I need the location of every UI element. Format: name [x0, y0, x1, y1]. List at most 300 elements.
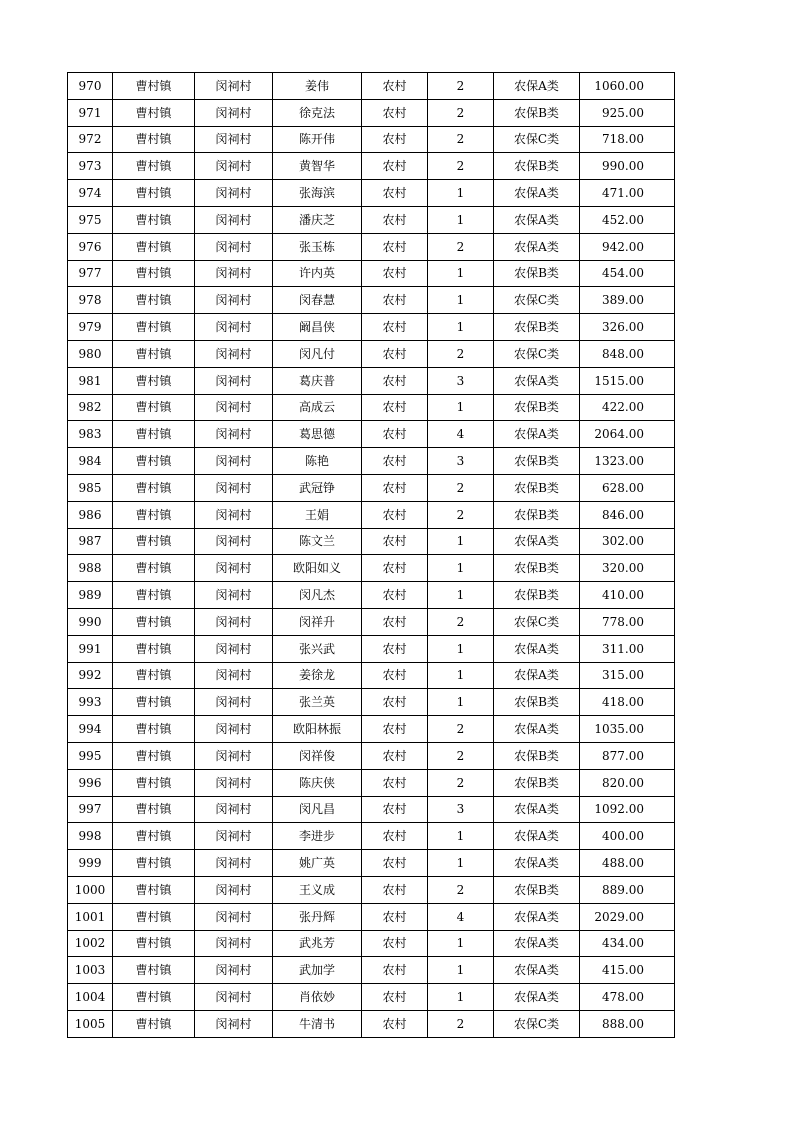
row-number-cell: 981: [68, 367, 113, 394]
village-cell: 闵祠村: [195, 1010, 273, 1037]
insurance-category-cell: 农保B类: [494, 769, 580, 796]
town-cell: 曹村镇: [113, 555, 195, 582]
household-type-cell: 农村: [362, 957, 428, 984]
row-number-cell: 975: [68, 206, 113, 233]
table-row: [68, 394, 675, 421]
row-number-cell: 974: [68, 180, 113, 207]
table-row: [68, 957, 675, 984]
person-name-cell: 张玉栋: [273, 233, 362, 260]
village-cell: 闵祠村: [195, 689, 273, 716]
amount-cell: 846.00: [580, 501, 675, 528]
row-number-cell: 971: [68, 99, 113, 126]
household-type-cell: 农村: [362, 314, 428, 341]
village-cell: 闵祠村: [195, 448, 273, 475]
household-type-cell: 农村: [362, 394, 428, 421]
household-type-cell: 农村: [362, 153, 428, 180]
member-count-cell: 1: [428, 823, 494, 850]
household-type-cell: 农村: [362, 555, 428, 582]
insurance-category-cell: 农保A类: [494, 930, 580, 957]
row-number-cell: 993: [68, 689, 113, 716]
village-cell: 闵祠村: [195, 206, 273, 233]
person-name-cell: 闵凡付: [273, 340, 362, 367]
table-row: [68, 876, 675, 903]
household-type-cell: 农村: [362, 930, 428, 957]
town-cell: 曹村镇: [113, 153, 195, 180]
person-name-cell: 陈开伟: [273, 126, 362, 153]
insurance-category-cell: 农保C类: [494, 1010, 580, 1037]
household-type-cell: 农村: [362, 501, 428, 528]
member-count-cell: 1: [428, 287, 494, 314]
town-cell: 曹村镇: [113, 99, 195, 126]
row-number-cell: 988: [68, 555, 113, 582]
table-row: [68, 689, 675, 716]
insurance-category-cell: 农保A类: [494, 635, 580, 662]
member-count-cell: 2: [428, 716, 494, 743]
village-cell: 闵祠村: [195, 555, 273, 582]
town-cell: 曹村镇: [113, 73, 195, 100]
insurance-category-cell: 农保B类: [494, 501, 580, 528]
town-cell: 曹村镇: [113, 930, 195, 957]
member-count-cell: 2: [428, 153, 494, 180]
village-cell: 闵祠村: [195, 742, 273, 769]
insurance-category-cell: 农保A类: [494, 206, 580, 233]
household-type-cell: 农村: [362, 340, 428, 367]
amount-cell: 302.00: [580, 528, 675, 555]
row-number-cell: 970: [68, 73, 113, 100]
member-count-cell: 1: [428, 180, 494, 207]
village-cell: 闵祠村: [195, 850, 273, 877]
village-cell: 闵祠村: [195, 582, 273, 609]
member-count-cell: 3: [428, 796, 494, 823]
data-table: [67, 72, 675, 1038]
table-row: [68, 555, 675, 582]
town-cell: 曹村镇: [113, 716, 195, 743]
person-name-cell: 武冠铮: [273, 474, 362, 501]
town-cell: 曹村镇: [113, 608, 195, 635]
amount-cell: 1092.00: [580, 796, 675, 823]
household-type-cell: 农村: [362, 73, 428, 100]
insurance-category-cell: 农保B类: [494, 582, 580, 609]
insurance-category-cell: 农保A类: [494, 796, 580, 823]
member-count-cell: 2: [428, 742, 494, 769]
town-cell: 曹村镇: [113, 180, 195, 207]
insurance-category-cell: 农保A类: [494, 180, 580, 207]
person-name-cell: 牛清书: [273, 1010, 362, 1037]
person-name-cell: 张兴武: [273, 635, 362, 662]
member-count-cell: 2: [428, 474, 494, 501]
member-count-cell: 2: [428, 126, 494, 153]
town-cell: 曹村镇: [113, 689, 195, 716]
table-row: [68, 126, 675, 153]
household-type-cell: 农村: [362, 260, 428, 287]
amount-cell: 452.00: [580, 206, 675, 233]
person-name-cell: 阚昌侠: [273, 314, 362, 341]
row-number-cell: 973: [68, 153, 113, 180]
town-cell: 曹村镇: [113, 367, 195, 394]
household-type-cell: 农村: [362, 421, 428, 448]
table-row: [68, 206, 675, 233]
household-type-cell: 农村: [362, 287, 428, 314]
town-cell: 曹村镇: [113, 126, 195, 153]
member-count-cell: 1: [428, 930, 494, 957]
person-name-cell: 李进步: [273, 823, 362, 850]
person-name-cell: 姚广英: [273, 850, 362, 877]
town-cell: 曹村镇: [113, 957, 195, 984]
household-type-cell: 农村: [362, 608, 428, 635]
table-row: [68, 796, 675, 823]
amount-cell: 778.00: [580, 608, 675, 635]
insurance-category-cell: 农保A类: [494, 850, 580, 877]
row-number-cell: 1002: [68, 930, 113, 957]
amount-cell: 990.00: [580, 153, 675, 180]
village-cell: 闵祠村: [195, 635, 273, 662]
village-cell: 闵祠村: [195, 528, 273, 555]
row-number-cell: 995: [68, 742, 113, 769]
town-cell: 曹村镇: [113, 314, 195, 341]
household-type-cell: 农村: [362, 984, 428, 1011]
household-type-cell: 农村: [362, 126, 428, 153]
member-count-cell: 4: [428, 903, 494, 930]
table-row: [68, 99, 675, 126]
row-number-cell: 979: [68, 314, 113, 341]
person-name-cell: 葛思德: [273, 421, 362, 448]
person-name-cell: 张海滨: [273, 180, 362, 207]
amount-cell: 478.00: [580, 984, 675, 1011]
village-cell: 闵祠村: [195, 662, 273, 689]
village-cell: 闵祠村: [195, 608, 273, 635]
table-row: [68, 367, 675, 394]
member-count-cell: 2: [428, 73, 494, 100]
town-cell: 曹村镇: [113, 448, 195, 475]
village-cell: 闵祠村: [195, 126, 273, 153]
village-cell: 闵祠村: [195, 421, 273, 448]
amount-cell: 311.00: [580, 635, 675, 662]
amount-cell: 2029.00: [580, 903, 675, 930]
table-row: [68, 984, 675, 1011]
insurance-category-cell: 农保C类: [494, 608, 580, 635]
village-cell: 闵祠村: [195, 153, 273, 180]
village-cell: 闵祠村: [195, 394, 273, 421]
row-number-cell: 1005: [68, 1010, 113, 1037]
household-type-cell: 农村: [362, 367, 428, 394]
person-name-cell: 张丹辉: [273, 903, 362, 930]
row-number-cell: 984: [68, 448, 113, 475]
amount-cell: 488.00: [580, 850, 675, 877]
insurance-category-cell: 农保C类: [494, 126, 580, 153]
town-cell: 曹村镇: [113, 340, 195, 367]
village-cell: 闵祠村: [195, 99, 273, 126]
household-type-cell: 农村: [362, 662, 428, 689]
row-number-cell: 985: [68, 474, 113, 501]
table-row: [68, 501, 675, 528]
town-cell: 曹村镇: [113, 823, 195, 850]
amount-cell: 1035.00: [580, 716, 675, 743]
village-cell: 闵祠村: [195, 769, 273, 796]
town-cell: 曹村镇: [113, 1010, 195, 1037]
town-cell: 曹村镇: [113, 635, 195, 662]
table-row: [68, 716, 675, 743]
household-type-cell: 农村: [362, 233, 428, 260]
table-row: [68, 662, 675, 689]
person-name-cell: 姜徐龙: [273, 662, 362, 689]
table-row: [68, 180, 675, 207]
household-type-cell: 农村: [362, 448, 428, 475]
person-name-cell: 武加学: [273, 957, 362, 984]
member-count-cell: 1: [428, 689, 494, 716]
village-cell: 闵祠村: [195, 260, 273, 287]
village-cell: 闵祠村: [195, 823, 273, 850]
town-cell: 曹村镇: [113, 474, 195, 501]
row-number-cell: 980: [68, 340, 113, 367]
village-cell: 闵祠村: [195, 180, 273, 207]
table-row: [68, 930, 675, 957]
insurance-category-cell: 农保A类: [494, 823, 580, 850]
household-type-cell: 农村: [362, 1010, 428, 1037]
amount-cell: 1060.00: [580, 73, 675, 100]
town-cell: 曹村镇: [113, 876, 195, 903]
town-cell: 曹村镇: [113, 582, 195, 609]
amount-cell: 454.00: [580, 260, 675, 287]
town-cell: 曹村镇: [113, 742, 195, 769]
table-row: [68, 582, 675, 609]
row-number-cell: 997: [68, 796, 113, 823]
household-type-cell: 农村: [362, 796, 428, 823]
insurance-category-cell: 农保B类: [494, 742, 580, 769]
household-type-cell: 农村: [362, 903, 428, 930]
row-number-cell: 987: [68, 528, 113, 555]
member-count-cell: 3: [428, 448, 494, 475]
person-name-cell: 高成云: [273, 394, 362, 421]
amount-cell: 2064.00: [580, 421, 675, 448]
amount-cell: 628.00: [580, 474, 675, 501]
town-cell: 曹村镇: [113, 662, 195, 689]
row-number-cell: 1003: [68, 957, 113, 984]
village-cell: 闵祠村: [195, 287, 273, 314]
member-count-cell: 2: [428, 769, 494, 796]
household-type-cell: 农村: [362, 582, 428, 609]
amount-cell: 315.00: [580, 662, 675, 689]
insurance-category-cell: 农保A类: [494, 984, 580, 1011]
member-count-cell: 1: [428, 957, 494, 984]
amount-cell: 415.00: [580, 957, 675, 984]
insurance-category-cell: 农保C类: [494, 340, 580, 367]
amount-cell: 1515.00: [580, 367, 675, 394]
table-row: [68, 742, 675, 769]
household-type-cell: 农村: [362, 876, 428, 903]
insurance-category-cell: 农保A类: [494, 662, 580, 689]
town-cell: 曹村镇: [113, 394, 195, 421]
member-count-cell: 2: [428, 233, 494, 260]
village-cell: 闵祠村: [195, 796, 273, 823]
member-count-cell: 4: [428, 421, 494, 448]
town-cell: 曹村镇: [113, 287, 195, 314]
member-count-cell: 1: [428, 555, 494, 582]
town-cell: 曹村镇: [113, 260, 195, 287]
amount-cell: 410.00: [580, 582, 675, 609]
amount-cell: 925.00: [580, 99, 675, 126]
household-type-cell: 农村: [362, 689, 428, 716]
person-name-cell: 潘庆芝: [273, 206, 362, 233]
household-type-cell: 农村: [362, 99, 428, 126]
table-body: [68, 73, 675, 1038]
household-type-cell: 农村: [362, 716, 428, 743]
row-number-cell: 972: [68, 126, 113, 153]
row-number-cell: 999: [68, 850, 113, 877]
member-count-cell: 1: [428, 582, 494, 609]
insurance-category-cell: 农保A类: [494, 528, 580, 555]
person-name-cell: 许内英: [273, 260, 362, 287]
household-type-cell: 农村: [362, 474, 428, 501]
row-number-cell: 986: [68, 501, 113, 528]
member-count-cell: 2: [428, 876, 494, 903]
person-name-cell: 陈文兰: [273, 528, 362, 555]
table-row: [68, 421, 675, 448]
row-number-cell: 994: [68, 716, 113, 743]
person-name-cell: 欧阳如义: [273, 555, 362, 582]
member-count-cell: 1: [428, 528, 494, 555]
member-count-cell: 1: [428, 662, 494, 689]
town-cell: 曹村镇: [113, 528, 195, 555]
row-number-cell: 996: [68, 769, 113, 796]
village-cell: 闵祠村: [195, 73, 273, 100]
village-cell: 闵祠村: [195, 314, 273, 341]
town-cell: 曹村镇: [113, 501, 195, 528]
person-name-cell: 闵祥俊: [273, 742, 362, 769]
member-count-cell: 1: [428, 314, 494, 341]
row-number-cell: 991: [68, 635, 113, 662]
table-row: [68, 153, 675, 180]
person-name-cell: 闵凡杰: [273, 582, 362, 609]
amount-cell: 942.00: [580, 233, 675, 260]
insurance-category-cell: 农保B类: [494, 448, 580, 475]
person-name-cell: 陈庆侠: [273, 769, 362, 796]
row-number-cell: 1000: [68, 876, 113, 903]
insurance-category-cell: 农保A类: [494, 73, 580, 100]
village-cell: 闵祠村: [195, 716, 273, 743]
row-number-cell: 983: [68, 421, 113, 448]
member-count-cell: 1: [428, 260, 494, 287]
row-number-cell: 989: [68, 582, 113, 609]
insurance-category-cell: 农保B类: [494, 260, 580, 287]
amount-cell: 877.00: [580, 742, 675, 769]
insurance-category-cell: 农保B类: [494, 314, 580, 341]
amount-cell: 422.00: [580, 394, 675, 421]
town-cell: 曹村镇: [113, 903, 195, 930]
member-count-cell: 2: [428, 1010, 494, 1037]
table-row: [68, 73, 675, 100]
member-count-cell: 2: [428, 501, 494, 528]
insurance-category-cell: 农保A类: [494, 957, 580, 984]
amount-cell: 889.00: [580, 876, 675, 903]
row-number-cell: 992: [68, 662, 113, 689]
row-number-cell: 982: [68, 394, 113, 421]
member-count-cell: 1: [428, 394, 494, 421]
person-name-cell: 欧阳林振: [273, 716, 362, 743]
table-row: [68, 903, 675, 930]
table-row: [68, 233, 675, 260]
amount-cell: 400.00: [580, 823, 675, 850]
person-name-cell: 王娟: [273, 501, 362, 528]
table-row: [68, 287, 675, 314]
person-name-cell: 闵祥升: [273, 608, 362, 635]
insurance-category-cell: 农保A类: [494, 367, 580, 394]
person-name-cell: 武兆芳: [273, 930, 362, 957]
amount-cell: 418.00: [580, 689, 675, 716]
member-count-cell: 1: [428, 984, 494, 1011]
insurance-category-cell: 农保A类: [494, 903, 580, 930]
insurance-category-cell: 农保A类: [494, 716, 580, 743]
row-number-cell: 978: [68, 287, 113, 314]
village-cell: 闵祠村: [195, 876, 273, 903]
insurance-category-cell: 农保B类: [494, 99, 580, 126]
town-cell: 曹村镇: [113, 206, 195, 233]
insurance-category-cell: 农保B类: [494, 555, 580, 582]
insurance-category-cell: 农保B类: [494, 689, 580, 716]
village-cell: 闵祠村: [195, 474, 273, 501]
table-row: [68, 769, 675, 796]
insurance-category-cell: 农保B类: [494, 474, 580, 501]
person-name-cell: 肖依妙: [273, 984, 362, 1011]
member-count-cell: 2: [428, 340, 494, 367]
town-cell: 曹村镇: [113, 421, 195, 448]
person-name-cell: 陈艳: [273, 448, 362, 475]
village-cell: 闵祠村: [195, 984, 273, 1011]
village-cell: 闵祠村: [195, 903, 273, 930]
insurance-category-cell: 农保B类: [494, 394, 580, 421]
village-cell: 闵祠村: [195, 501, 273, 528]
household-type-cell: 农村: [362, 742, 428, 769]
household-type-cell: 农村: [362, 769, 428, 796]
town-cell: 曹村镇: [113, 769, 195, 796]
insurance-category-cell: 农保C类: [494, 287, 580, 314]
insurance-category-cell: 农保A类: [494, 421, 580, 448]
amount-cell: 1323.00: [580, 448, 675, 475]
member-count-cell: 1: [428, 206, 494, 233]
person-name-cell: 徐克法: [273, 99, 362, 126]
household-type-cell: 农村: [362, 823, 428, 850]
amount-cell: 326.00: [580, 314, 675, 341]
amount-cell: 320.00: [580, 555, 675, 582]
table-row: [68, 260, 675, 287]
town-cell: 曹村镇: [113, 984, 195, 1011]
person-name-cell: 张兰英: [273, 689, 362, 716]
table-row: [68, 448, 675, 475]
row-number-cell: 990: [68, 608, 113, 635]
table-row: [68, 1010, 675, 1037]
person-name-cell: 黄智华: [273, 153, 362, 180]
household-type-cell: 农村: [362, 180, 428, 207]
member-count-cell: 1: [428, 635, 494, 662]
village-cell: 闵祠村: [195, 957, 273, 984]
row-number-cell: 1001: [68, 903, 113, 930]
household-type-cell: 农村: [362, 528, 428, 555]
row-number-cell: 976: [68, 233, 113, 260]
table-row: [68, 823, 675, 850]
amount-cell: 434.00: [580, 930, 675, 957]
member-count-cell: 2: [428, 99, 494, 126]
amount-cell: 718.00: [580, 126, 675, 153]
amount-cell: 389.00: [580, 287, 675, 314]
row-number-cell: 1004: [68, 984, 113, 1011]
town-cell: 曹村镇: [113, 233, 195, 260]
table-row: [68, 474, 675, 501]
table-row: [68, 314, 675, 341]
member-count-cell: 3: [428, 367, 494, 394]
member-count-cell: 1: [428, 850, 494, 877]
person-name-cell: 葛庆普: [273, 367, 362, 394]
household-type-cell: 农村: [362, 635, 428, 662]
person-name-cell: 闵凡昌: [273, 796, 362, 823]
